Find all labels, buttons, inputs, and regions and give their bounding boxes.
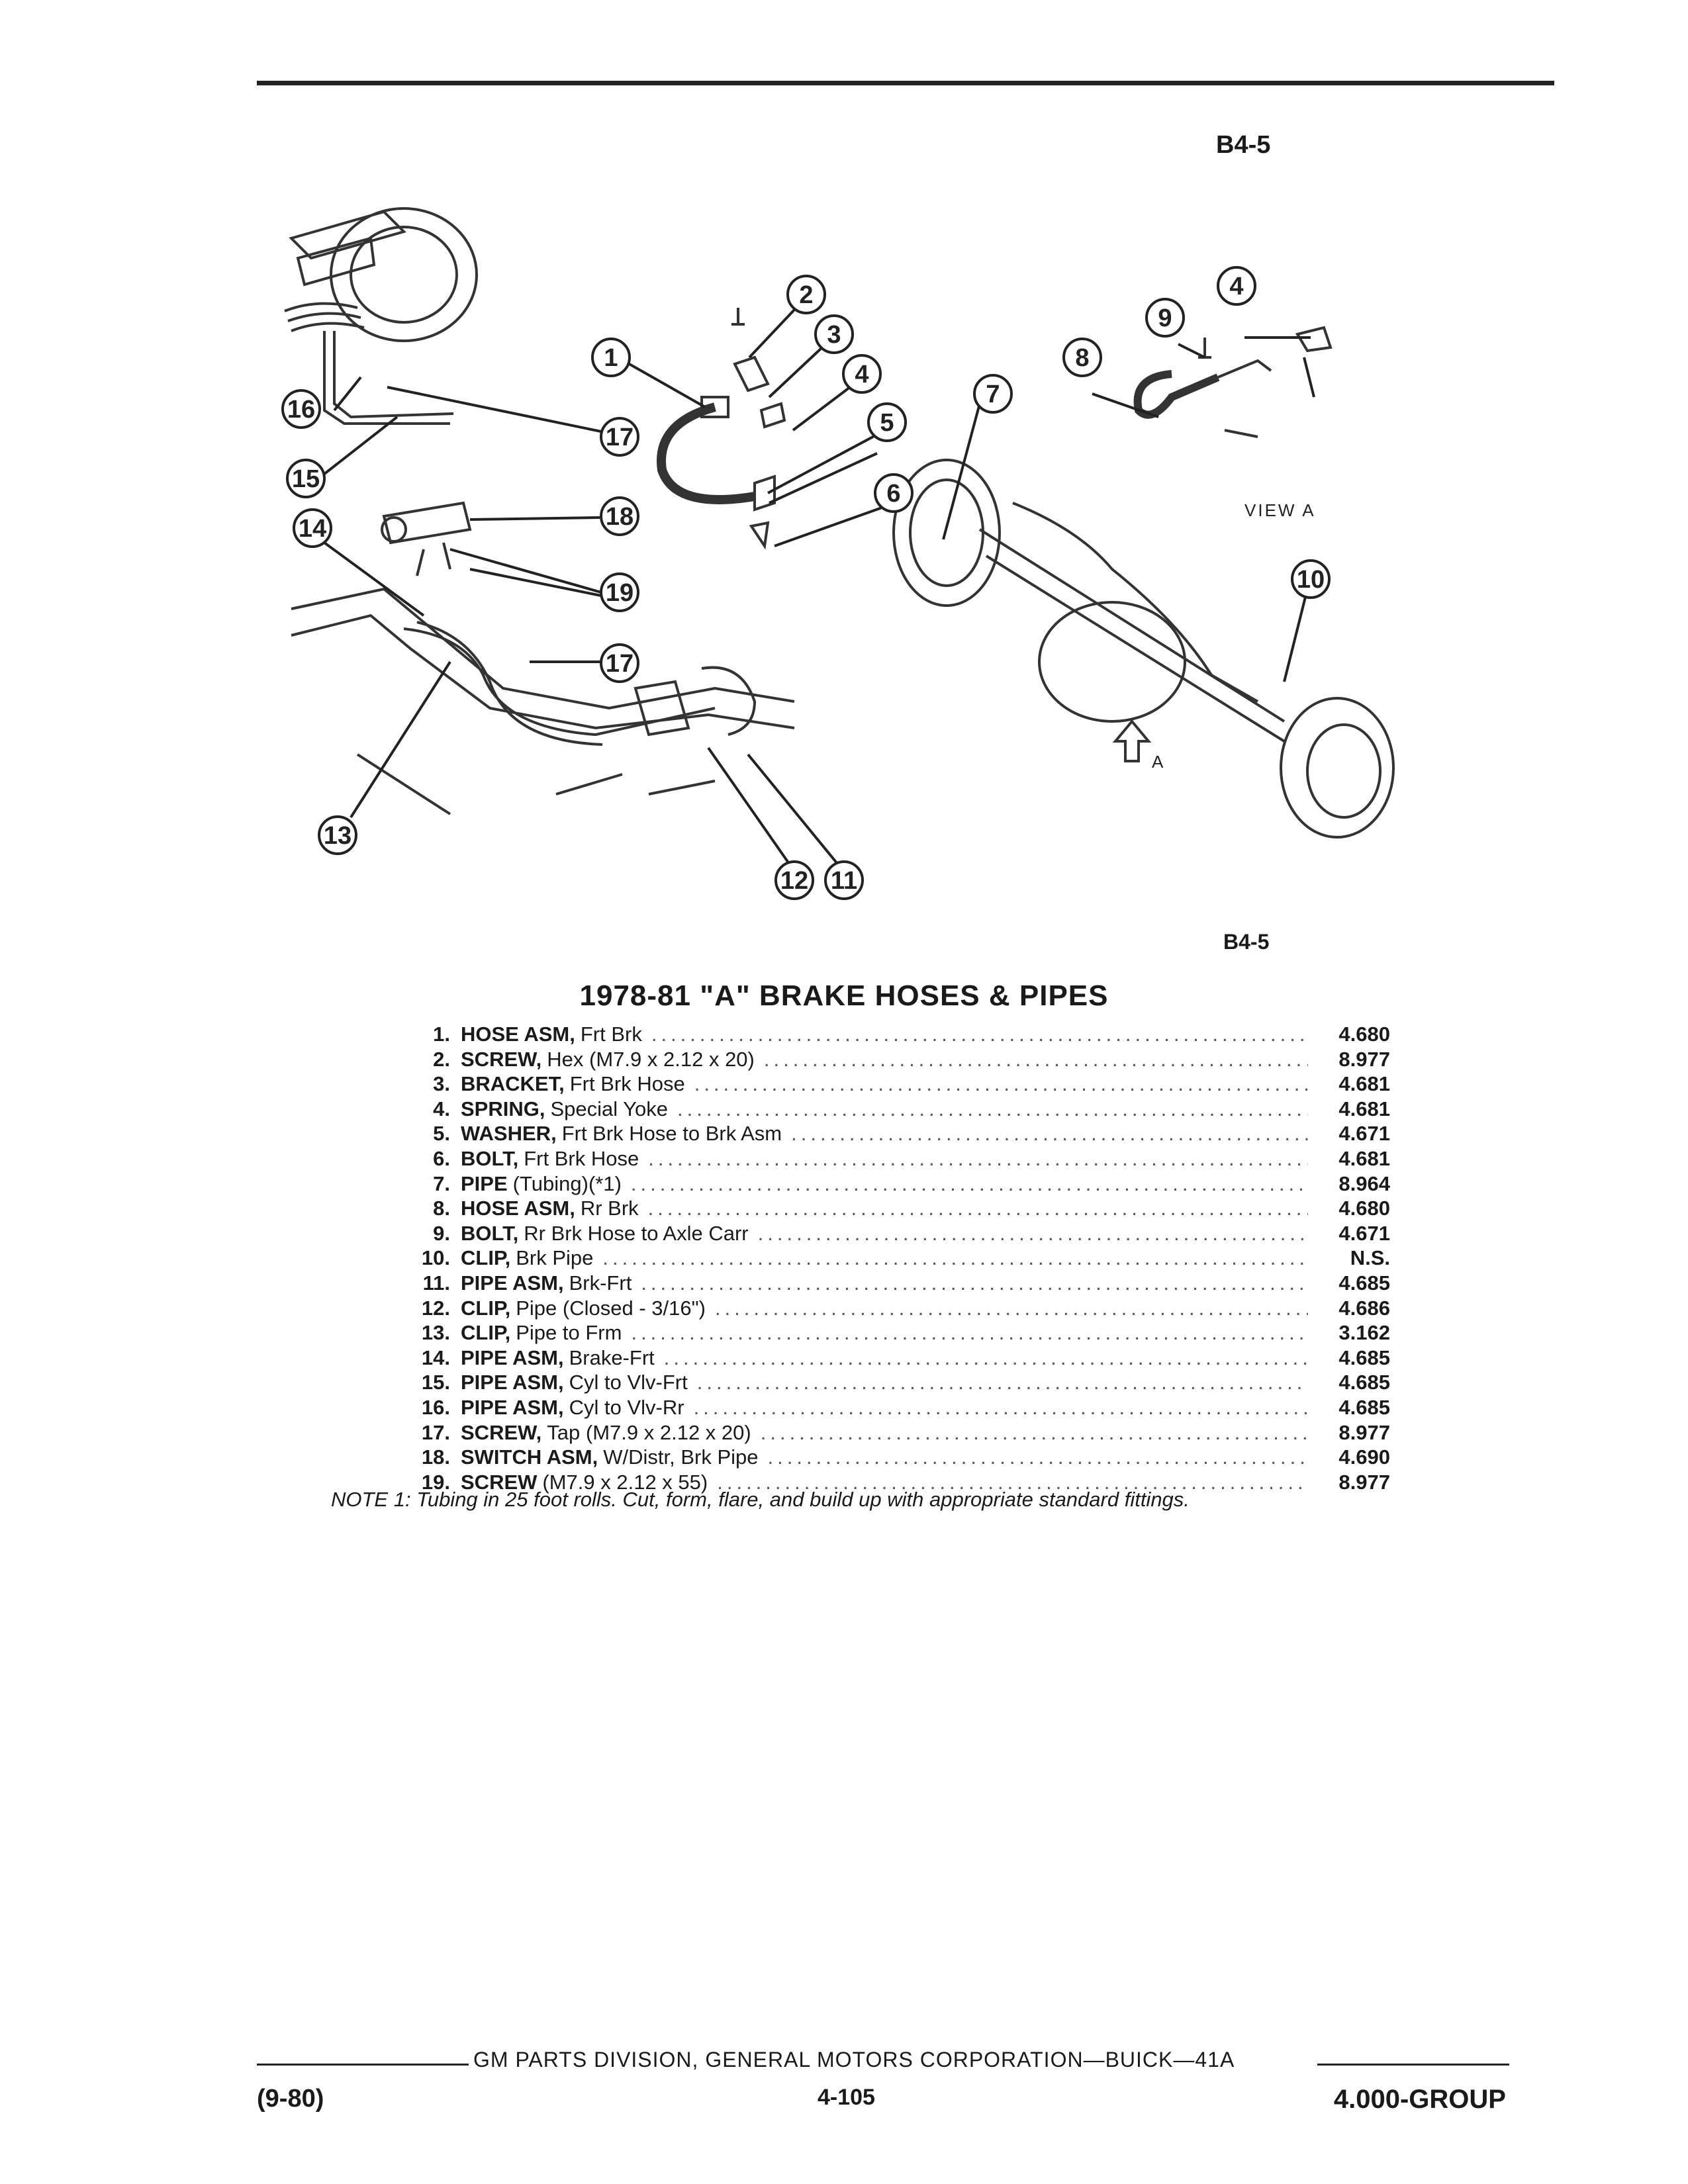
list-item: 14. PIPE ASM, Brake-Frt ..... 4.685: [397, 1346, 1390, 1371]
footer-rule-right: [1317, 2064, 1509, 2066]
svg-text:6: 6: [886, 480, 901, 508]
front-hose-drawing: [661, 308, 784, 546]
top-rule: [257, 81, 1554, 85]
svg-text:7: 7: [986, 381, 1000, 408]
leader-lines: [321, 310, 1314, 864]
callout-17: [601, 418, 638, 455]
svg-text:17: 17: [605, 424, 634, 451]
callout-10: [1292, 561, 1329, 598]
callout-6: [875, 475, 912, 512]
tubing-note: NOTE 1: Tubing in 25 foot rolls. Cut, form, flare, and build up with appropriate standard fittings.: [331, 1488, 1190, 1511]
figure-code-top: B4-5: [1216, 131, 1271, 159]
list-item: 17. SCREW, Tap (M7.9 x 2.12 x 20) ..... 8.977: [397, 1421, 1390, 1446]
list-item: 8. HOSE ASM, Rr Brk ..... 4.680: [397, 1197, 1390, 1222]
view-arrow-label: A: [1152, 752, 1164, 772]
svg-text:8: 8: [1075, 344, 1090, 372]
frame-drawing: [291, 589, 794, 814]
parts-list: [397, 1023, 1390, 1495]
rear-axle-drawing: [894, 460, 1393, 837]
list-item: 3. BRACKET, Frt Brk Hose ..... 4.681: [397, 1072, 1390, 1097]
list-item: 12. CLIP, Pipe (Closed - 3/16") ..... 4.686: [397, 1297, 1390, 1322]
page-number: 4-105: [818, 2085, 875, 2110]
svg-text:5: 5: [880, 409, 894, 437]
svg-text:1: 1: [604, 344, 618, 372]
svg-text:14: 14: [298, 515, 327, 543]
svg-text:9: 9: [1158, 304, 1172, 332]
list-item: 6. BOLT, Frt Brk Hose ..... 4.681: [397, 1147, 1390, 1172]
svg-text:4: 4: [855, 361, 869, 388]
view-arrow-icon: [1115, 721, 1149, 761]
list-item: 13. CLIP, Pipe to Frm ..... 3.162: [397, 1321, 1390, 1346]
callout-4-view-a: [1218, 267, 1255, 304]
svg-text:19: 19: [605, 579, 634, 607]
list-item: 18. SWITCH ASM, W/Distr, Brk Pipe ..... 4.690: [397, 1445, 1390, 1471]
footer-rule-left: [257, 2064, 469, 2066]
footer-publisher: GM PARTS DIVISION, GENERAL MOTORS CORPORATION—BUICK—41A: [473, 2048, 1235, 2071]
callout-5: [868, 404, 906, 441]
callout-18: [601, 498, 638, 535]
figure-code-bottom: B4-5: [1223, 930, 1270, 954]
callout-1: [592, 339, 630, 376]
list-item: 11. PIPE ASM, Brk-Frt ..... 4.685: [397, 1271, 1390, 1297]
list-item: 10. CLIP, Brk Pipe ..... N.S.: [397, 1246, 1390, 1271]
callout-15: [287, 460, 324, 497]
callout-3: [816, 316, 853, 353]
svg-text:4: 4: [1229, 273, 1244, 300]
callout-19: [601, 574, 638, 611]
callout-13: [319, 817, 356, 854]
list-item: 16. PIPE ASM, Cyl to Vlv-Rr ..... 4.685: [397, 1396, 1390, 1421]
svg-text:12: 12: [780, 867, 809, 895]
list-item: 9. BOLT, Rr Brk Hose to Axle Carr ..... 4.671: [397, 1222, 1390, 1247]
list-item: 15. PIPE ASM, Cyl to Vlv-Frt ..... 4.685: [397, 1371, 1390, 1396]
svg-text:16: 16: [287, 396, 316, 424]
callout-2: [788, 276, 825, 313]
svg-text:11: 11: [830, 867, 858, 895]
svg-text:3: 3: [827, 321, 841, 349]
callout-7: [974, 375, 1011, 412]
svg-text:10: 10: [1296, 566, 1325, 594]
callout-14: [294, 510, 331, 547]
list-item: 19. SCREW (M7.9 x 2.12 x 55) ..... 8.977: [397, 1471, 1390, 1496]
callout-4: [843, 355, 880, 392]
callout-9: [1147, 299, 1184, 336]
list-item: 1. HOSE ASM, Frt Brk ..... 4.680: [397, 1023, 1390, 1048]
svg-text:13: 13: [323, 822, 352, 850]
list-item: 4. SPRING, Special Yoke ..... 4.681: [397, 1097, 1390, 1122]
callout-12: [776, 862, 813, 899]
svg-text:17: 17: [605, 650, 634, 678]
callout-17-lower: [601, 645, 638, 682]
section-title: 1978-81 "A" BRAKE HOSES & PIPES: [579, 979, 1109, 1012]
list-item: 5. WASHER, Frt Brk Hose to Brk Asm ..... 4.671: [397, 1122, 1390, 1147]
list-item: 7. PIPE (Tubing)(*1) ..... 8.964: [397, 1172, 1390, 1197]
footer-date: (9-80): [257, 2085, 324, 2113]
list-item: 2. SCREW, Hex (M7.9 x 2.12 x 20) ..... 8.977: [397, 1048, 1390, 1073]
svg-text:15: 15: [291, 465, 320, 493]
view-a-label: VIEW A: [1244, 500, 1316, 520]
view-a-drawing: [1138, 328, 1331, 437]
callout-16: [283, 390, 320, 428]
svg-text:2: 2: [799, 281, 814, 309]
distribution-switch-drawing: [382, 503, 470, 576]
callout-8: [1064, 339, 1101, 376]
brake-system-illustration: [252, 159, 1403, 920]
callout-11: [825, 862, 863, 899]
master-cylinder-drawing: [285, 208, 477, 424]
svg-text:18: 18: [605, 503, 634, 531]
footer-group: 4.000-GROUP: [1333, 2085, 1506, 2114]
